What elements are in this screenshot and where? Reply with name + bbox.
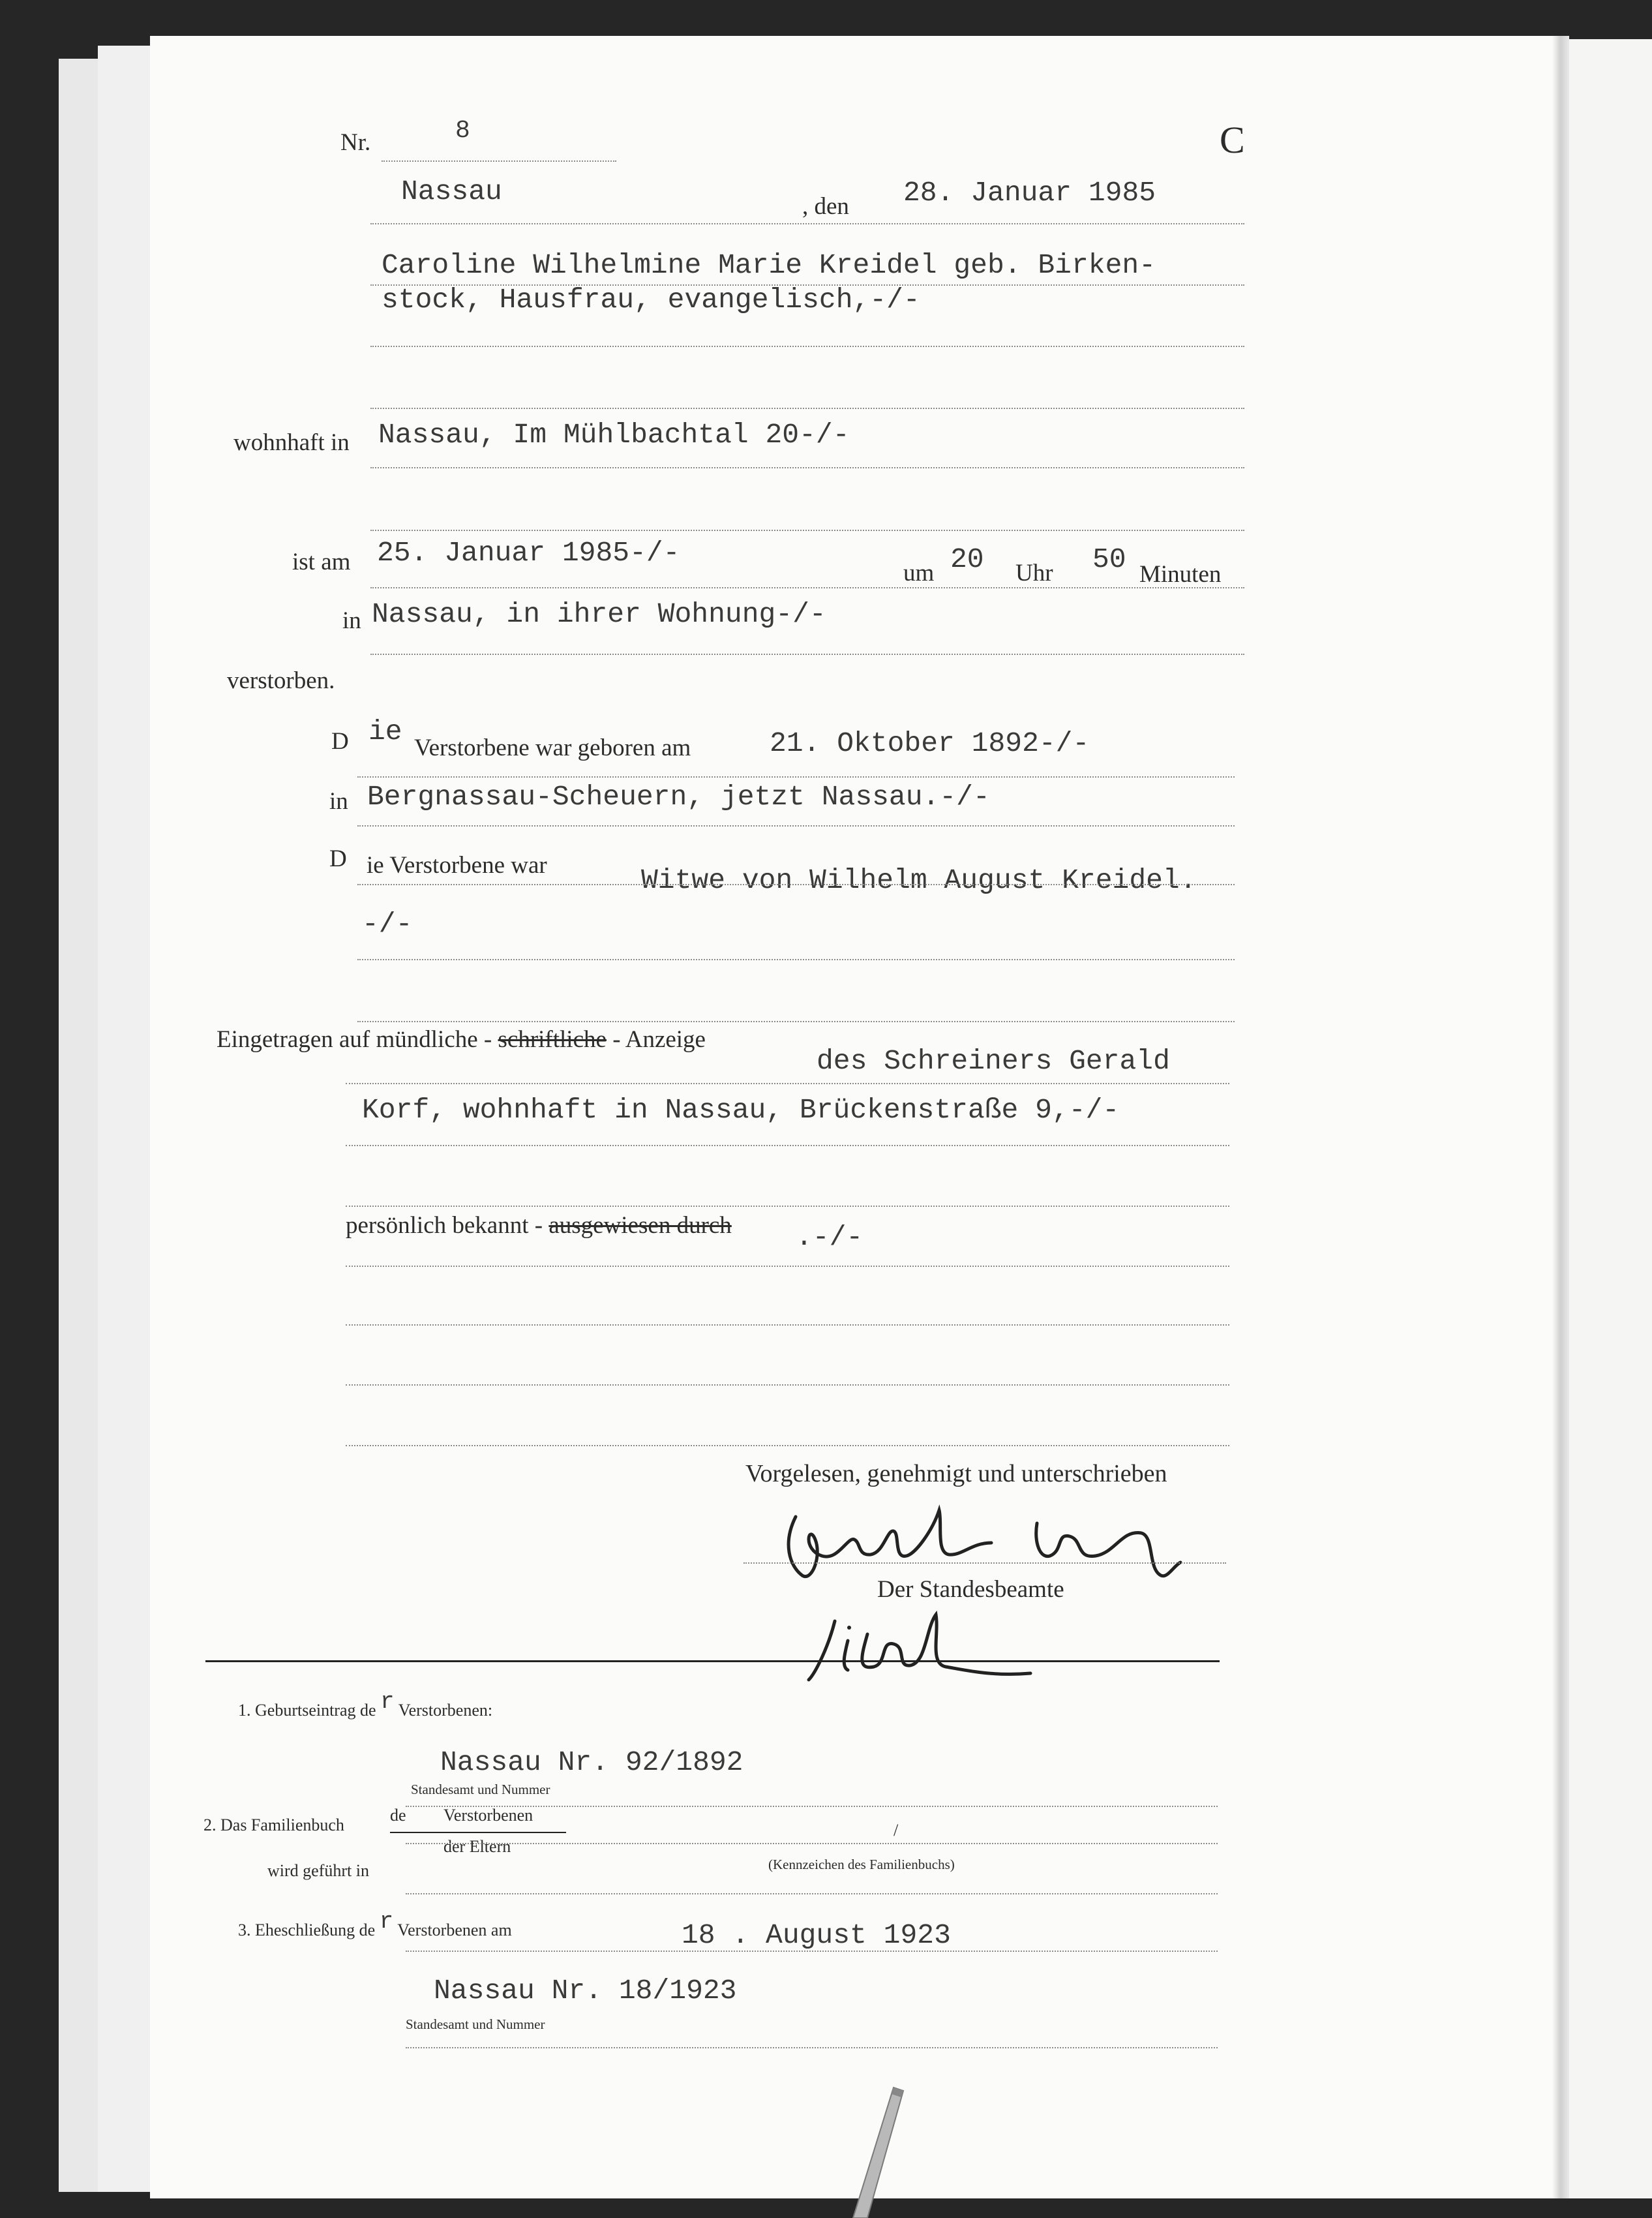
register-letter: C bbox=[1220, 119, 1245, 161]
minuten-label: Minuten bbox=[1139, 561, 1222, 588]
death-place: Nassau, in ihrer Wohnung-/- bbox=[372, 598, 826, 630]
read-approved-label: Vorgelesen, genehmigt und unterschrieben bbox=[745, 1460, 1167, 1487]
status-value: Witwe von Wilhelm August Kreidel. bbox=[641, 864, 1197, 896]
marriage-label2: Verstorbenen am bbox=[397, 1921, 512, 1939]
birth-place-rule bbox=[357, 825, 1235, 827]
report-rule3 bbox=[346, 1206, 1229, 1207]
status-value2: -/- bbox=[362, 908, 413, 940]
birth-in-label: in bbox=[329, 788, 348, 815]
family-book-rule bbox=[406, 1843, 1218, 1844]
person-line1: Caroline Wilhelmine Marie Kreidel geb. Birken- bbox=[382, 249, 1156, 281]
person-line3-rule bbox=[370, 408, 1244, 409]
family-book-slash: / bbox=[894, 1821, 899, 1840]
page-fold bbox=[1552, 36, 1569, 2198]
report-rule2 bbox=[346, 1145, 1229, 1146]
status-rule3 bbox=[357, 1021, 1235, 1022]
pen-pointer bbox=[841, 2074, 920, 2218]
person-line2: stock, Hausfrau, evangelisch,-/- bbox=[382, 284, 920, 316]
report-label bbox=[217, 1027, 706, 1052]
family-book-kept-label: wird geführt in bbox=[267, 1861, 369, 1880]
status-rule bbox=[357, 884, 1235, 885]
identity-label-struck: ausgewiesen durch bbox=[548, 1212, 732, 1239]
den-label: , den bbox=[802, 193, 849, 220]
birth-place: Bergnassau-Scheuern, jetzt Nassau.-/- bbox=[367, 781, 990, 813]
death-hour: 20 bbox=[950, 543, 984, 575]
place-value: Nassau bbox=[401, 175, 502, 207]
registrar-signature bbox=[796, 1602, 1109, 1693]
residence-rule2 bbox=[370, 530, 1244, 531]
person-line2-rule bbox=[370, 346, 1244, 347]
registrar-label: Der Standesbeamte bbox=[877, 1576, 1064, 1603]
verstorben-label: verstorben. bbox=[227, 667, 335, 694]
nr-value: 8 bbox=[455, 117, 470, 145]
family-book-bar bbox=[390, 1832, 566, 1833]
death-date-rule bbox=[370, 587, 1244, 588]
marriage-date-rule bbox=[406, 1951, 1218, 1952]
report-value1: des Schreiners Gerald bbox=[817, 1045, 1170, 1077]
ist-am-label: ist am bbox=[292, 549, 351, 575]
birth-date-rule bbox=[357, 776, 1235, 778]
marriage-label-text: 3. Eheschließung de bbox=[238, 1921, 376, 1939]
um-label: um bbox=[903, 560, 935, 586]
marriage-date: 18 . August 1923 bbox=[682, 1919, 951, 1951]
birth-label: Verstorbene war geboren am bbox=[414, 735, 691, 761]
death-minutes: 50 bbox=[1092, 543, 1126, 575]
report-label-struck: schriftliche bbox=[498, 1026, 607, 1053]
identity-rule4 bbox=[346, 1445, 1229, 1446]
birth-date: 21. Oktober 1892-/- bbox=[770, 727, 1090, 759]
birth-entry-label-text: 1. Geburtseintrag de bbox=[238, 1701, 376, 1720]
family-book-opt1: Verstorbenen bbox=[443, 1806, 533, 1825]
family-book-opt2: der Eltern bbox=[443, 1837, 511, 1856]
section-divider bbox=[205, 1660, 1220, 1662]
report-label-prefix: Eingetragen auf mündliche - bbox=[217, 1026, 492, 1053]
death-place-rule bbox=[370, 654, 1244, 655]
identity-label bbox=[346, 1213, 732, 1238]
report-value2: Korf, wohnhaft in Nassau, Brückenstraße 9,-/- bbox=[362, 1094, 1120, 1126]
birth-office-number-label: Standesamt und Nummer bbox=[411, 1782, 550, 1797]
identity-rule3 bbox=[346, 1384, 1229, 1386]
identity-value: .-/- bbox=[796, 1221, 864, 1253]
status-label: ie Verstorbene war bbox=[367, 852, 547, 879]
report-rule1 bbox=[346, 1083, 1229, 1084]
identity-rule2 bbox=[346, 1324, 1229, 1326]
identity-rule1 bbox=[346, 1266, 1229, 1267]
residence-label: wohnhaft in bbox=[233, 429, 350, 456]
marriage-place-rule bbox=[406, 2047, 1218, 2048]
uhr-label: Uhr bbox=[1015, 560, 1053, 586]
death-date: 25. Januar 1985-/- bbox=[377, 537, 680, 569]
identity-label-text: persönlich bekannt - bbox=[346, 1212, 549, 1239]
nr-line bbox=[382, 160, 616, 162]
nr-label: Nr. bbox=[340, 129, 371, 156]
date-value: 28. Januar 1985 bbox=[903, 177, 1156, 209]
marriage-sup: r bbox=[379, 1908, 394, 1935]
birth-d-label: D bbox=[331, 728, 349, 755]
next-page-edge bbox=[1565, 39, 1652, 2198]
status-rule2 bbox=[357, 959, 1235, 960]
report-label-suffix: - Anzeige bbox=[612, 1026, 706, 1053]
family-book-label: 2. Das Familienbuch bbox=[203, 1815, 344, 1834]
birth-entry-label bbox=[238, 1688, 493, 1722]
residence-value: Nassau, Im Mühlbachtal 20-/- bbox=[378, 419, 850, 451]
family-book-kept-rule bbox=[406, 1893, 1218, 1894]
marriage-place: Nassau Nr. 18/1923 bbox=[434, 1975, 737, 2007]
family-book-de: de bbox=[390, 1806, 406, 1825]
birth-entry-label2: Verstorbenen: bbox=[398, 1701, 493, 1720]
residence-rule bbox=[370, 467, 1244, 468]
place-date-line bbox=[370, 223, 1244, 224]
status-d-label: D bbox=[329, 845, 347, 872]
marriage-label bbox=[238, 1908, 512, 1941]
informant-signature-line bbox=[743, 1562, 1226, 1564]
birth-entry-value: Nassau Nr. 92/1892 bbox=[440, 1746, 743, 1778]
family-book-code-label: (Kennzeichen des Familienbuchs) bbox=[768, 1857, 955, 1872]
birth-entry-sup: r bbox=[380, 1688, 395, 1715]
birth-d-suffix: ie bbox=[368, 716, 402, 748]
death-in-label: in bbox=[342, 607, 361, 634]
marriage-office-label: Standesamt und Nummer bbox=[406, 2016, 545, 2032]
